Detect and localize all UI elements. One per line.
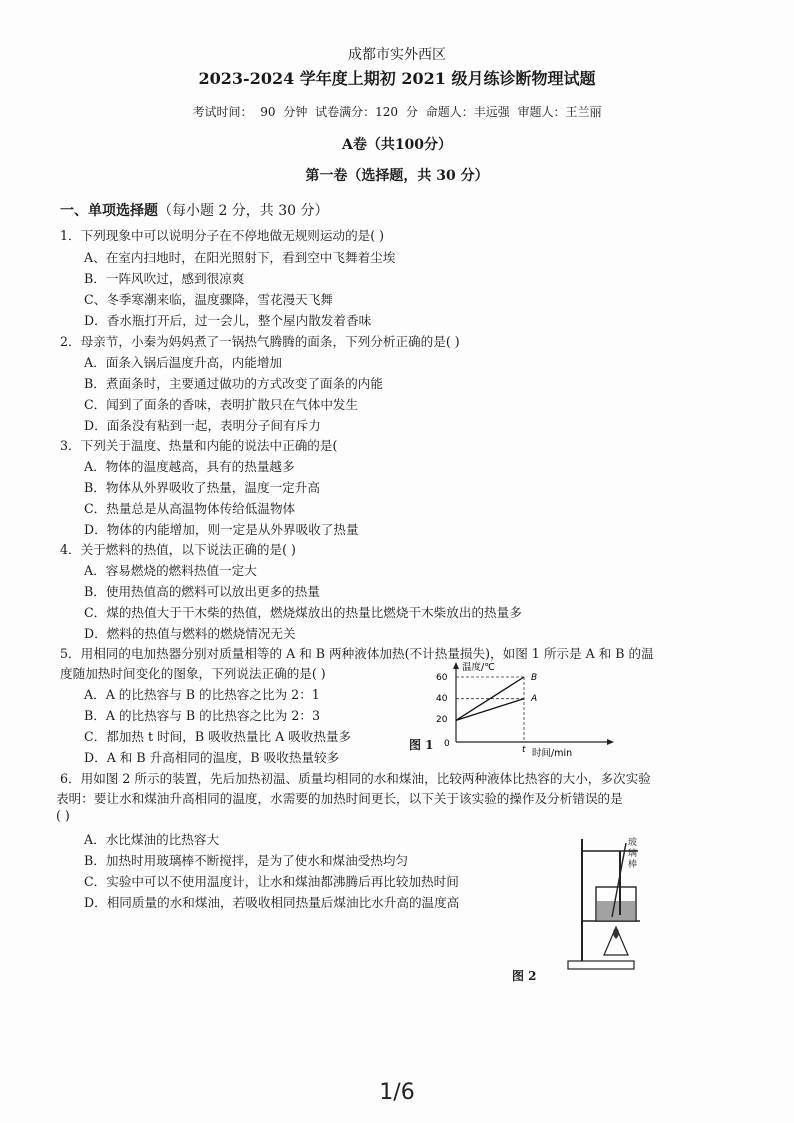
question-1-option-d: D．香水瓶打开后，过一会儿，整个屋内散发着香味 [84, 313, 372, 328]
question-1-option-c: C、冬季寒潮来临，温度骤降，雪花漫天飞舞 [84, 292, 333, 307]
question-5-option-b: B．A 的比热容与 B 的比热容之比为 2：3 [84, 708, 320, 723]
figure-1-ytick-40: 40 [436, 694, 448, 704]
question-2-stem: 2．母亲节，小秦为妈妈煮了一锅热气腾腾的面条，下列分析正确的是( ) [60, 334, 460, 349]
figure-1-plot [456, 677, 524, 742]
exam-title: 2023-2024 学年度上期初 2021 级月练诊断物理试题 [198, 69, 596, 88]
question-6-option-d: D．相同质量的水和煤油，若吸收相同热量后煤油比水升高的温度高 [84, 895, 460, 910]
figure-1-ytick-20: 20 [436, 715, 448, 725]
question-4-option-c: C．煤的热值大于干木柴的热值，燃烧煤放出的热量比燃烧干木柴放出的热量多 [84, 605, 522, 620]
question-5-stem-cont: 度随加热时间变化的图象，下列说法正确的是( ) [60, 666, 326, 681]
question-6-option-b: B．加热时用玻璃棒不断搅拌，是为了使水和煤油受热均匀 [84, 853, 409, 868]
figure-1-xtick-t: t [522, 745, 526, 755]
question-3-option-b: B．物体从外界吸收了热量，温度一定升高 [84, 480, 320, 495]
question-4-option-b: B．使用热值高的燃料可以放出更多的热量 [84, 584, 320, 599]
question-5-option-c: C．都加热 t 时间，B 吸收热量比 A 吸收热量多 [84, 729, 352, 744]
figure-1-series-b-label: B [531, 673, 538, 683]
figure-1-line-a [456, 699, 524, 721]
figure-1-ytick-60: 60 [436, 673, 448, 683]
question-6-option-c: C．实验中可以不使用温度计，让水和煤油都沸腾后再比较加热时间 [84, 874, 459, 889]
figure-2-caption: 图 2 [512, 969, 537, 983]
question-5-stem: 5．用相同的电加热器分别对质量相等的 A 和 B 两种液体加热(不计热量损失)，如图 1 所示是 A 和 B 的温 [60, 646, 654, 661]
figure-1-xlabel: 时间/min [532, 748, 573, 759]
question-4-stem: 4．关于燃料的热值，以下说法正确的是( ) [60, 542, 296, 557]
figure-1-y-arrow [453, 662, 459, 669]
question-3-option-a: A．物体的温度越高，具有的热量越多 [84, 459, 295, 474]
page-number: 1/6 [379, 1080, 415, 1105]
figure-1-series-a-label: A [531, 694, 538, 704]
question-2-option-b: B．煮面条时，主要通过做功的方式改变了面条的内能 [84, 376, 383, 391]
question-6-stem-cont: 表明：要让水和煤油升高相同的温度，水需要的加热时间更长，以下关于该实验的操作及分析错误的是 [56, 791, 623, 806]
volume-1-heading: 第一卷（选择题，共 30 分） [305, 168, 489, 184]
figure-1-caption: 图 1 [409, 738, 434, 752]
section-title: 一、单项选择题 [60, 203, 158, 219]
question-3-option-d: D．物体的内能增加，则一定是从外界吸收了热量 [84, 522, 359, 537]
question-4-option-a: A．容易燃烧的燃料热值一定大 [84, 563, 257, 578]
figure-1-ylabel: 温度/℃ [462, 662, 495, 673]
exam-meta: 考试时间： 90 分钟 试卷满分：120 分 命题人：丰远强 审题人：王兰丽 [192, 105, 602, 119]
figure-2-apparatus [560, 835, 660, 975]
question-6-stem: 6．用如图 2 所示的装置，先后加热初温、质量均相同的水和煤油，比较两种液体比热容的大小，多次实验 [60, 771, 651, 786]
question-3-stem: 3．下列关于温度、热量和内能的说法中正确的是( [60, 438, 338, 453]
question-4-option-d: D．燃料的热值与燃料的燃烧情况无关 [84, 626, 296, 641]
question-1-option-b: B．一阵风吹过，感到很凉爽 [84, 271, 245, 286]
figure-1-ytick-0: 0 [444, 739, 450, 749]
stand-base [568, 961, 634, 969]
question-2-option-d: D．面条没有粘到一起，表明分子间有斥力 [84, 418, 321, 433]
question-5-option-d: D．A 和 B 升高相同的温度，B 吸收热量较多 [84, 750, 340, 765]
question-2-option-c: C．闻到了面条的香味，表明扩散只在气体中发生 [84, 397, 359, 412]
figure-1-x-arrow [607, 739, 614, 745]
section-note: （每小题 2 分，共 30 分） [158, 203, 329, 219]
beaker-liquid [597, 901, 635, 920]
figure-2-label: 玻璃棒 [628, 838, 638, 870]
question-2-option-a: A．面条入锅后温度升高，内能增加 [84, 355, 283, 370]
question-6-stem-blank: ( ) [56, 808, 70, 823]
question-1-stem: 1．下列现象中可以说明分子在不停地做无规则运动的是( ) [60, 228, 385, 243]
flame-icon [613, 927, 619, 939]
question-5-option-a: A．A 的比热容与 B 的比热容之比为 2：1 [84, 687, 320, 702]
volume-a-heading: A卷（共100分） [341, 137, 453, 153]
question-3-option-c: C．热量总是从高温物体传给低温物体 [84, 501, 296, 516]
question-1-option-a: A、在室内扫地时，在阳光照射下，看到空中飞舞着尘埃 [84, 250, 396, 265]
question-6-option-a: A．水比煤油的比热容大 [84, 832, 220, 847]
school-name: 成都市实外西区 [348, 47, 446, 63]
section-heading [60, 200, 329, 220]
